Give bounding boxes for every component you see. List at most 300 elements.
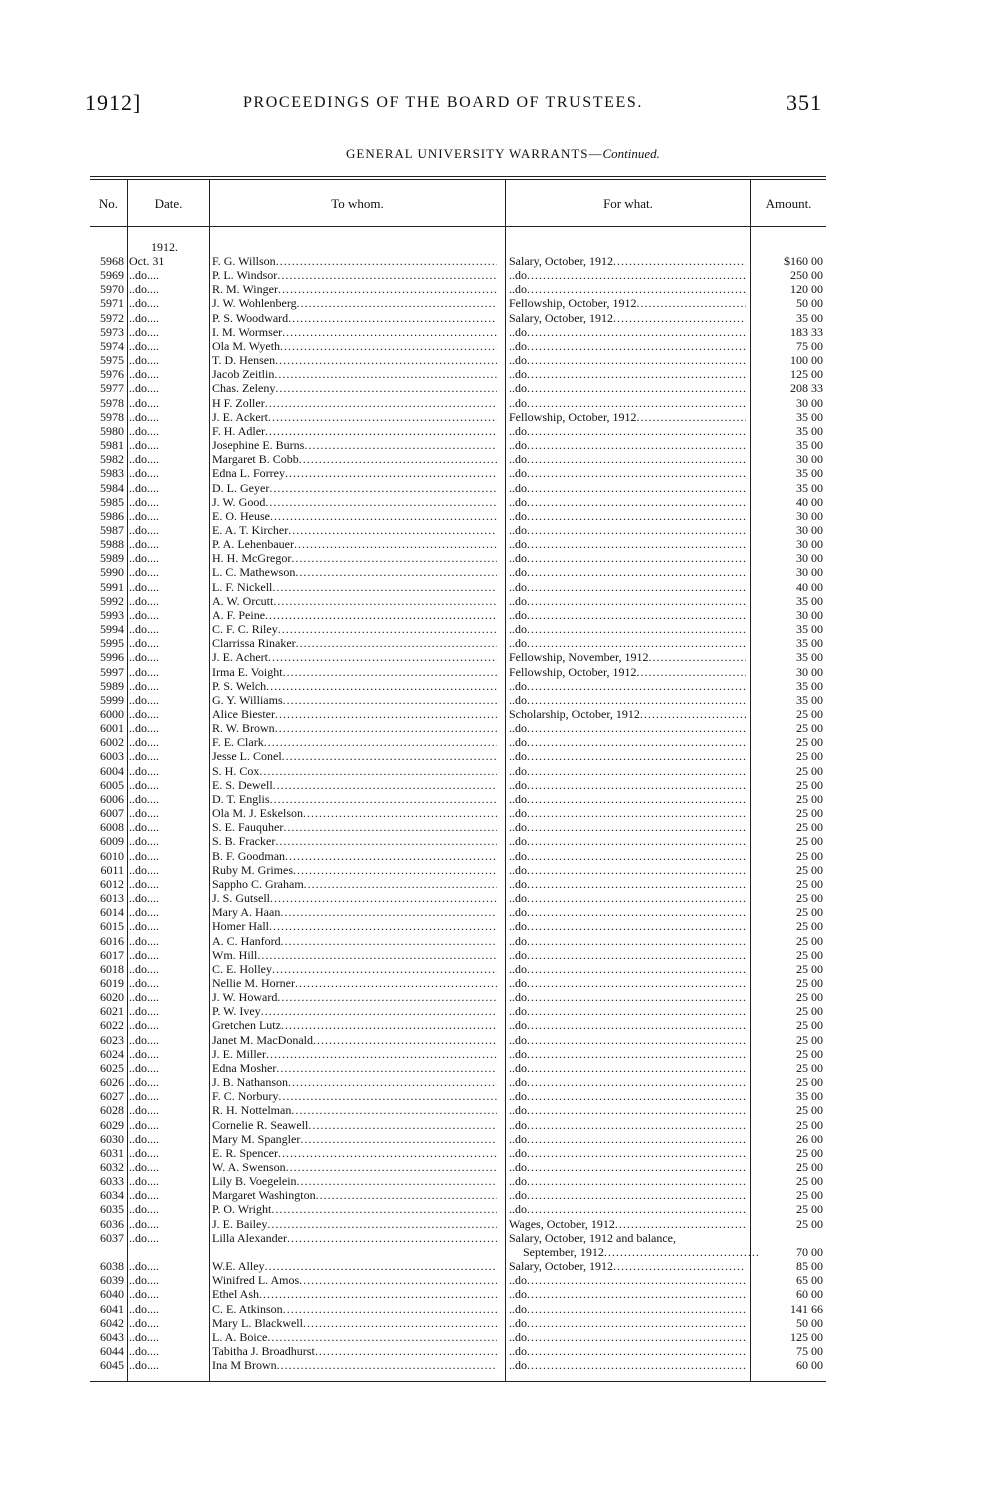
payment-purpose: Salary, October, 1912 ..... — [509, 1259, 746, 1273]
warrant-number: 6016 — [100, 933, 124, 948]
table-row — [96, 735, 824, 749]
warrant-date: ..do.... — [129, 947, 159, 962]
payment-amount: 125 00 — [790, 367, 823, 382]
payment-amount: 25 00 — [796, 933, 823, 948]
payee-name: Lily B. Voegelein ..... — [212, 1174, 497, 1188]
warrant-number: 6012 — [100, 876, 124, 891]
payee-name: C. F. C. Riley ..... — [212, 622, 497, 636]
table-row — [96, 565, 824, 579]
warrant-number: 6034 — [100, 1188, 124, 1203]
payee-name: F. C. Norbury ..... — [212, 1089, 497, 1103]
warrant-date: ..do.... — [129, 891, 159, 906]
payment-amount: 25 00 — [796, 707, 823, 721]
payment-purpose: ..do ..... — [509, 466, 746, 480]
payment-amount: 35 00 — [796, 466, 823, 481]
warrant-date: ..do.... — [129, 438, 159, 453]
table-row — [96, 551, 824, 565]
payee-name: Sappho C. Graham ..... — [212, 877, 497, 891]
payee-name: C. E. Holley ..... — [212, 962, 497, 976]
payee-name: C. E. Atkinson ..... — [212, 1302, 497, 1316]
payee-name: T. D. Hensen ..... — [212, 353, 497, 367]
payment-amount: 35 00 — [796, 438, 823, 453]
warrant-date: ..do.... — [129, 905, 159, 920]
payee-name: L. A. Boice ..... — [212, 1330, 497, 1344]
warrant-date: ..do.... — [129, 664, 159, 679]
warrant-number: 6031 — [100, 1145, 124, 1160]
payee-name: Homer Hall ..... — [212, 919, 497, 933]
table-row — [96, 1302, 824, 1316]
warrant-date: ..do.... — [129, 310, 159, 325]
warrant-number: 5972 — [100, 310, 124, 325]
payee-name: E. S. Dewell ..... — [212, 778, 497, 792]
table-row — [96, 1174, 824, 1188]
table-row — [96, 1004, 824, 1018]
payee-name: D. L. Geyer ..... — [212, 481, 497, 495]
payee-name: I. M. Wormser ..... — [212, 325, 497, 339]
payee-name: F. G. Willson ..... — [212, 254, 497, 268]
payment-amount: 25 00 — [796, 721, 823, 736]
payment-purpose: Fellowship, October, 1912 ..... — [509, 410, 746, 424]
payment-purpose: ..do ..... — [509, 1358, 746, 1372]
warrant-number: 6021 — [100, 1004, 124, 1019]
payment-purpose: ..do ..... — [509, 764, 746, 778]
table-row — [96, 1132, 824, 1146]
warrant-number: 6015 — [100, 919, 124, 934]
table-row — [96, 1018, 824, 1032]
warrant-date: ..do.... — [129, 1301, 159, 1316]
payment-amount: 208 33 — [790, 381, 823, 396]
payment-amount: 25 00 — [796, 763, 823, 778]
warrant-date: ..do.... — [129, 692, 159, 707]
warrant-number: 6018 — [100, 961, 124, 976]
table-row — [96, 1245, 824, 1259]
table-title-main: GENERAL UNIVERSITY WARRANTS— — [346, 146, 603, 161]
payment-amount: 35 00 — [796, 480, 823, 495]
payment-purpose: ..do ..... — [509, 934, 746, 948]
payee-name: P. A. Lehenbauer ..... — [212, 537, 497, 551]
payment-purpose: ..do ..... — [509, 1302, 746, 1316]
payment-purpose: ..do ..... — [509, 863, 746, 877]
warrant-number: 5994 — [100, 622, 124, 637]
warrant-date: ..do.... — [129, 707, 159, 721]
payment-amount: 183 33 — [790, 324, 823, 339]
payment-amount: 25 00 — [796, 749, 823, 764]
payment-purpose: ..do ..... — [509, 735, 746, 749]
warrant-date: ..do.... — [129, 1344, 159, 1359]
warrant-number: 5982 — [100, 452, 124, 467]
payment-amount: 30 00 — [796, 508, 823, 523]
payment-purpose: Scholarship, October, 1912 ..... — [509, 707, 746, 721]
warrant-number: 6036 — [100, 1216, 124, 1231]
warrant-date: ..do.... — [129, 678, 159, 693]
warrant-date: ..do.... — [129, 1060, 159, 1075]
warrant-date: ..do.... — [129, 537, 159, 552]
warrant-number: 5999 — [100, 692, 124, 707]
payee-name: Margaret Washington ..... — [212, 1188, 497, 1202]
warrant-number: 6008 — [100, 820, 124, 835]
warrant-number: 5989 — [100, 551, 124, 566]
payment-purpose: ..do ..... — [509, 268, 746, 282]
warrant-number: 5975 — [100, 353, 124, 368]
payee-name: J. W. Good ..... — [212, 495, 497, 509]
payment-purpose: ..do ..... — [509, 1132, 746, 1146]
payment-purpose: ..do ..... — [509, 1004, 746, 1018]
warrant-date: ..do.... — [129, 551, 159, 566]
warrant-number: 6042 — [100, 1315, 124, 1330]
payee-name: Clarrissa Rinaker ..... — [212, 636, 497, 650]
payee-name: P. S. Welch ..... — [212, 679, 497, 693]
warrant-date: ..do.... — [129, 1202, 159, 1217]
table-row — [96, 1075, 824, 1089]
payee-name: A. F. Peine ..... — [212, 608, 497, 622]
payment-amount: 25 00 — [796, 834, 823, 849]
table-title-continued: Continued. — [602, 146, 660, 161]
warrant-date: ..do.... — [129, 1216, 159, 1231]
warrant-number: 5976 — [100, 367, 124, 382]
warrant-date: ..do.... — [129, 466, 159, 481]
warrant-date: ..do.... — [129, 423, 159, 438]
payment-amount: 25 00 — [796, 791, 823, 806]
table-row — [96, 1316, 824, 1330]
warrant-number: 6007 — [100, 806, 124, 821]
payment-amount: 25 00 — [796, 1032, 823, 1047]
warrant-number: 5970 — [100, 282, 124, 297]
payment-amount: 50 00 — [796, 1315, 823, 1330]
payment-purpose: Fellowship, October, 1912 ..... — [509, 665, 746, 679]
warrant-date: ..do.... — [129, 1188, 159, 1203]
table-row — [96, 466, 824, 480]
warrant-number: 6043 — [100, 1329, 124, 1344]
payment-amount: 25 00 — [796, 1060, 823, 1075]
payment-amount: 35 00 — [796, 692, 823, 707]
payment-purpose: ..do ..... — [509, 1174, 746, 1188]
warrant-date: ..do.... — [129, 282, 159, 297]
warrant-date: ..do.... — [129, 1046, 159, 1061]
payee-name: Ina M Brown ..... — [212, 1358, 497, 1372]
warrant-number: 5969 — [100, 268, 124, 283]
payment-amount: 25 00 — [796, 1046, 823, 1061]
payee-name: Ola M. J. Eskelson ..... — [212, 806, 497, 820]
payment-purpose: ..do ..... — [509, 792, 746, 806]
payee-name: Tabitha J. Broadhurst ..... — [212, 1344, 497, 1358]
warrant-number: 6023 — [100, 1032, 124, 1047]
payment-amount: 35 00 — [796, 1089, 823, 1104]
payment-purpose: ..do ..... — [509, 353, 746, 367]
warrant-number: 6045 — [100, 1358, 124, 1373]
table-row — [96, 353, 824, 367]
payment-purpose: ..do ..... — [509, 990, 746, 1004]
warrant-number: 6003 — [100, 749, 124, 764]
table-row — [96, 693, 824, 707]
payment-amount: 75 00 — [796, 1344, 823, 1359]
table-row — [96, 665, 824, 679]
table-row — [96, 721, 824, 735]
payee-name: Ruby M. Grimes ..... — [212, 863, 497, 877]
payee-name: J. S. Gutsell ..... — [212, 891, 497, 905]
warrant-number: 5971 — [100, 296, 124, 311]
table-title — [0, 146, 986, 162]
payee-name: J. B. Nathanson ..... — [212, 1075, 497, 1089]
payment-amount: 35 00 — [796, 650, 823, 665]
warrant-date: ..do.... — [129, 975, 159, 990]
warrant-number: 6029 — [100, 1117, 124, 1132]
payment-purpose: Salary, October, 1912 ..... — [509, 311, 746, 325]
payment-purpose: ..do ..... — [509, 367, 746, 381]
warrant-date: ..do.... — [129, 622, 159, 637]
table-row — [96, 749, 824, 763]
table-row — [96, 268, 824, 282]
payee-name: Nellie M. Horner ..... — [212, 976, 497, 990]
header-year: 1912] — [85, 90, 142, 115]
payee-name: Irma E. Voight ..... — [212, 665, 497, 679]
warrant-date: ..do.... — [129, 1145, 159, 1160]
payment-purpose: ..do ..... — [509, 1103, 746, 1117]
payment-amount: 25 00 — [796, 990, 823, 1005]
warrant-number: 6038 — [100, 1259, 124, 1274]
payee-name: W.E. Alley ..... — [212, 1259, 497, 1273]
table-row — [96, 1089, 824, 1103]
payment-amount: $160 00 — [784, 254, 823, 268]
warrant-date: ..do.... — [129, 1174, 159, 1189]
payee-name: J. W. Howard ..... — [212, 990, 497, 1004]
table-row — [96, 367, 824, 381]
payment-amount: 25 00 — [796, 820, 823, 835]
warrant-number: 5988 — [100, 537, 124, 552]
payment-amount: 25 00 — [796, 905, 823, 920]
payment-amount: 35 00 — [796, 622, 823, 637]
payment-purpose: ..do ..... — [509, 679, 746, 693]
payment-amount: 35 00 — [796, 423, 823, 438]
payment-amount: 25 00 — [796, 1103, 823, 1118]
table-row — [96, 495, 824, 509]
warrant-number: 6027 — [100, 1089, 124, 1104]
payment-purpose: ..do ..... — [509, 1188, 746, 1202]
table-row — [96, 296, 824, 310]
table-row — [96, 396, 824, 410]
payment-amount: 40 00 — [796, 579, 823, 594]
payment-purpose: ..do ..... — [509, 452, 746, 466]
payee-name: S. H. Cox ..... — [212, 764, 497, 778]
warrant-number: 6005 — [100, 777, 124, 792]
table-row — [96, 1061, 824, 1075]
payment-amount: 50 00 — [796, 296, 823, 311]
warrant-date: ..do.... — [129, 763, 159, 778]
payee-name: Ethel Ash ..... — [212, 1287, 497, 1301]
payment-purpose: ..do ..... — [509, 1018, 746, 1032]
payment-purpose: ..do ..... — [509, 693, 746, 707]
payment-amount: 60 00 — [796, 1287, 823, 1302]
payment-purpose: ..do ..... — [509, 339, 746, 353]
payment-amount: 30 00 — [796, 452, 823, 467]
payment-purpose: ..do ..... — [509, 1061, 746, 1075]
warrant-number: 6040 — [100, 1287, 124, 1302]
warrant-date: ..do.... — [129, 1160, 159, 1174]
payment-purpose: ..do ..... — [509, 1075, 746, 1089]
warrant-number: 5989 — [100, 678, 124, 693]
table-row — [96, 863, 824, 877]
payment-amount: 35 00 — [796, 593, 823, 608]
header-bottom-rule — [90, 226, 826, 227]
table-row — [96, 594, 824, 608]
table-row — [96, 311, 824, 325]
payee-name: H. H. McGregor ..... — [212, 551, 497, 565]
warrant-date: ..do.... — [129, 1131, 159, 1146]
warrant-date: ..do.... — [129, 961, 159, 976]
warrant-number: 5990 — [100, 565, 124, 580]
warrant-number: 6028 — [100, 1103, 124, 1118]
payment-purpose: ..do ..... — [509, 381, 746, 395]
table-row — [96, 424, 824, 438]
payee-name: S. E. Fauquher ..... — [212, 820, 497, 834]
warrant-date: ..do.... — [129, 650, 159, 665]
table-row — [96, 410, 824, 424]
payment-purpose: ..do ..... — [509, 396, 746, 410]
payment-purpose: ..do ..... — [509, 1287, 746, 1301]
warrant-date: ..do.... — [129, 1315, 159, 1330]
warrant-date: ..do.... — [129, 1117, 159, 1132]
warrant-number: 5974 — [100, 338, 124, 353]
year-label — [151, 240, 178, 254]
payment-purpose: ..do ..... — [509, 806, 746, 820]
table-row — [96, 1202, 824, 1216]
payment-purpose: ..do ..... — [509, 608, 746, 622]
table-row — [96, 707, 824, 721]
column-header-no: No. — [98, 196, 119, 211]
warrant-date: ..do.... — [129, 324, 159, 339]
payment-purpose: Wages, October, 1912 ..... — [509, 1217, 746, 1231]
column-header-amount: Amount. — [765, 196, 812, 211]
table-row — [96, 1358, 824, 1372]
payment-purpose: ..do ..... — [509, 636, 746, 650]
table-row — [96, 481, 824, 495]
payment-amount: 75 00 — [796, 338, 823, 353]
header-title: PROCEEDINGS OF THE BOARD OF TRUSTEES. — [243, 94, 643, 111]
warrant-date: ..do.... — [129, 749, 159, 764]
warrant-number: 5968 — [100, 254, 124, 268]
table-row — [96, 891, 824, 905]
payment-purpose: ..do ..... — [509, 1344, 746, 1358]
warrant-date: ..do.... — [129, 1004, 159, 1019]
payment-purpose: ..do ..... — [509, 905, 746, 919]
payee-name: P. S. Woodward ..... — [212, 311, 497, 325]
payee-name: B. F. Goodman ..... — [212, 849, 497, 863]
payment-amount: 125 00 — [790, 1329, 823, 1344]
warrant-number: 5977 — [100, 381, 124, 396]
payee-name: Mary A. Haan ..... — [212, 905, 497, 919]
warrant-date: ..do.... — [129, 508, 159, 523]
table-row — [96, 679, 824, 693]
payment-purpose: Fellowship, November, 1912 ..... — [509, 650, 746, 664]
payment-amount: 30 00 — [796, 664, 823, 679]
warrant-date: ..do.... — [129, 1032, 159, 1047]
table-row — [96, 1160, 824, 1174]
warrant-date: ..do.... — [129, 791, 159, 806]
payee-name: D. T. Englis ..... — [212, 792, 497, 806]
table-row — [96, 1217, 824, 1231]
payment-amount: 250 00 — [790, 268, 823, 283]
payment-amount: 40 00 — [796, 494, 823, 509]
payment-amount: 25 00 — [796, 947, 823, 962]
payment-amount: 25 00 — [796, 1160, 823, 1174]
warrant-number: 6026 — [100, 1075, 124, 1090]
payee-name: J. E. Achert ..... — [212, 650, 497, 664]
payee-name: E. O. Heuse ..... — [212, 509, 497, 523]
payment-purpose: ..do ..... — [509, 551, 746, 565]
table-row — [96, 608, 824, 622]
warrant-date: ..do.... — [129, 607, 159, 622]
payment-amount: 30 00 — [796, 551, 823, 566]
payment-amount: 25 00 — [796, 1174, 823, 1189]
table-row — [96, 905, 824, 919]
warrant-number: 5995 — [100, 636, 124, 651]
warrant-number: 6024 — [100, 1046, 124, 1061]
payment-purpose: ..do ..... — [509, 721, 746, 735]
payment-amount: 30 00 — [796, 607, 823, 622]
payment-amount: 30 00 — [796, 565, 823, 580]
table-row — [96, 381, 824, 395]
table-row — [96, 1259, 824, 1273]
warrant-date: Oct. 31 — [129, 254, 165, 268]
payment-amount: 141 66 — [790, 1301, 823, 1316]
payee-name: A. W. Orcutt ..... — [212, 594, 497, 608]
payment-purpose: ..do ..... — [509, 537, 746, 551]
warrant-number: 6002 — [100, 735, 124, 750]
payee-name: J. E. Bailey ..... — [212, 1217, 497, 1231]
payee-name: Lilla Alexander ..... — [212, 1231, 497, 1245]
warrant-date: ..do.... — [129, 933, 159, 948]
warrant-date: ..do.... — [129, 1075, 159, 1090]
table-row — [96, 1033, 824, 1047]
payment-amount: 25 00 — [796, 919, 823, 934]
table-top-rule-2 — [90, 179, 826, 180]
payment-amount: 30 00 — [796, 522, 823, 537]
payment-purpose: ..do ..... — [509, 891, 746, 905]
warrant-number: 6030 — [100, 1131, 124, 1146]
payment-purpose: ..do ..... — [509, 778, 746, 792]
warrant-number: 6020 — [100, 990, 124, 1005]
warrant-number: 5986 — [100, 508, 124, 523]
table-row — [96, 1287, 824, 1301]
table-row — [96, 934, 824, 948]
warrant-date: ..do.... — [129, 494, 159, 509]
payee-name: Josephine E. Burns ..... — [212, 438, 497, 452]
table-row — [96, 806, 824, 820]
warrant-number: 5992 — [100, 593, 124, 608]
warrant-date: ..do.... — [129, 268, 159, 283]
table-row — [96, 622, 824, 636]
payment-purpose: ..do ..... — [509, 1160, 746, 1174]
warrant-number: 5978 — [100, 409, 124, 424]
payment-purpose: ..do ..... — [509, 594, 746, 608]
payee-name: J. W. Wohlenberg ..... — [212, 296, 497, 310]
page-number: 351 — [786, 90, 822, 115]
warrant-date: ..do.... — [129, 1018, 159, 1033]
table-row — [96, 834, 824, 848]
warrant-date: ..do.... — [129, 1259, 159, 1274]
warrant-number: 6039 — [100, 1273, 124, 1288]
warrant-date: ..do.... — [129, 721, 159, 736]
payment-amount: 35 00 — [796, 409, 823, 424]
warrant-number: 5997 — [100, 664, 124, 679]
warrant-number: 6010 — [100, 848, 124, 863]
warrant-number: 6006 — [100, 791, 124, 806]
payee-name: E. R. Spencer ..... — [212, 1146, 497, 1160]
payment-purpose: ..do ..... — [509, 919, 746, 933]
warrant-date: ..do.... — [129, 876, 159, 891]
warrant-date: ..do.... — [129, 409, 159, 424]
warrant-number: 6019 — [100, 975, 124, 990]
payment-purpose: ..do ..... — [509, 1118, 746, 1132]
